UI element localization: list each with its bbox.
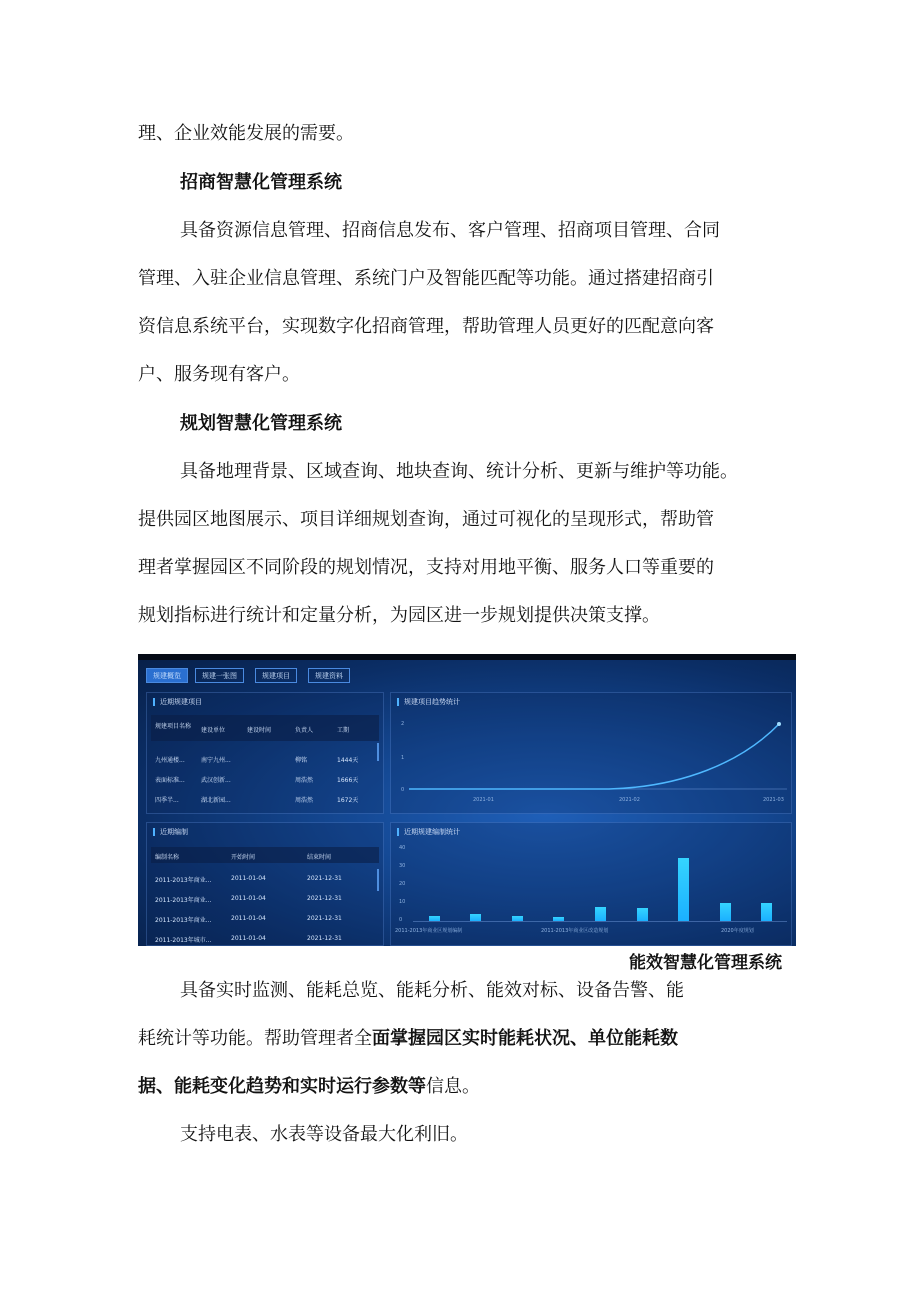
y-tick-label: 10 [399,899,406,905]
table-cell: 2021-12-31 [307,875,342,882]
table-cell: 2021-12-31 [307,935,342,942]
table-cell: 1666天 [337,777,359,784]
text-line: 户、服务现有客户。 [138,364,300,385]
panel-bar-chart [390,822,792,946]
text-normal: 信息。 [426,1076,480,1097]
text-line: 管理、入驻企业信息管理、系统门户及智能匹配等功能。通过搭建招商引 [138,268,714,289]
table-cell: 2011-01-04 [231,935,266,942]
scrollbar[interactable] [377,743,379,761]
y-tick-label: 20 [399,881,406,887]
panel-recent-projects [146,692,384,814]
table-cell: 2011-2013年商业... [155,897,212,904]
table-header-cell: 开始时间 [231,854,256,861]
x-tick-label: 2011-2013年商业区改造规划 [541,928,609,934]
text-line: 提供园区地图展示、项目详细规划查询，通过可视化的呈现形式，帮助管 [138,509,714,530]
projects-table [155,693,383,813]
table-cell: 武汉创新... [201,777,231,784]
table-cell: 周浩然 [295,797,314,804]
trend-series-line [409,724,779,789]
table-cell: 2011-01-04 [231,895,266,902]
table-header-cell: 工期 [337,727,350,734]
bar-6 [637,908,648,921]
x-tick-label: 2021-02 [619,797,640,803]
screenshot-topbar [138,654,796,660]
text-line [138,1026,788,1052]
table-cell: 柳铭 [295,757,308,764]
table-cell: 2011-01-04 [231,875,266,882]
section-heading-investment: 招商智慧化管理系统 [180,172,342,193]
table-header-cell: 建设时间 [247,727,272,734]
bar-7 [678,858,689,921]
panel-title: 近期规建编制统计 [397,828,460,836]
bar-9 [761,903,772,921]
table-cell: 四季半... [155,797,179,804]
bar-plot-area [413,849,787,922]
text-line: 理、企业效能发展的需要。 [138,123,354,144]
table-cell: 2011-01-04 [231,915,266,922]
section-heading-planning: 规划智慧化管理系统 [180,413,342,434]
x-tick-label: 2021-01 [473,797,494,803]
bar-2 [470,914,481,921]
bar-8 [720,903,731,921]
y-tick-label: 1 [401,755,405,761]
bar-5 [595,907,606,921]
text-line: 资信息系统平台，实现数字化招商管理，帮助管理人员更好的匹配意向客 [138,316,714,337]
text-line: 具备地理背景、区域查询、地块查询、统计分析、更新与维护等功能。 [180,461,738,482]
y-tick-label: 2 [401,721,405,727]
tab-projects[interactable]: 规建项目 [255,668,297,683]
x-tick-label: 2011-2013年商业区规划编制 [395,928,463,934]
table-cell: 周浩然 [295,777,314,784]
tab-map[interactable]: 规建一张图 [195,668,244,683]
table-header-cell: 编制名称 [155,854,180,861]
trend-point [777,722,781,726]
scrollbar[interactable] [377,869,379,891]
text-line: 理者掌握园区不同阶段的规划情况，支持对用地平衡、服务人口等重要的 [138,557,714,578]
panel-recent-plans [146,822,384,946]
table-cell: 南宁九州... [201,757,231,764]
text-emphasis: 据、能耗变化趋势和实时运行参数等 [138,1076,426,1097]
panel-title: 规建项目趋势统计 [397,698,460,706]
table-header-cell: 结束时间 [307,854,332,861]
text-normal: 耗统计等功能。帮助管理者全 [138,1028,372,1049]
table-cell: 1672天 [337,797,359,804]
table-cell: 湖北新园... [201,797,231,804]
trend-line-chart [391,693,793,815]
bar-4 [553,917,564,921]
x-tick-label: 2021-03 [763,797,784,803]
table-header-cell: 建设单位 [201,727,226,734]
text-line: 规划指标进行统计和定量分析，为园区进一步规划提供决策支撑。 [138,605,660,626]
y-tick-label: 30 [399,863,406,869]
bar-3 [512,916,523,921]
plans-table [155,823,383,945]
table-cell: 2011-2013年商业... [155,917,212,924]
table-cell: 2011-2013年商业... [155,877,212,884]
text-line [138,1074,788,1100]
y-tick-label: 0 [399,917,403,923]
figure-caption: 能效智慧化管理系统 [629,953,782,973]
table-cell: 2021-12-31 [307,895,342,902]
tab-docs[interactable]: 规建资料 [308,668,350,683]
panel-trend-chart [390,692,792,814]
y-tick-label: 0 [401,787,405,793]
x-tick-label: 2020年度规划 [721,928,754,934]
table-cell: 九州通楼... [155,757,185,764]
bar-1 [429,916,440,921]
panel-title: 近期规建项目 [153,698,202,706]
dashboard-screenshot [138,654,796,946]
table-cell: 表面标准... [155,777,185,784]
tab-overview[interactable]: 规建概览 [146,668,188,683]
text-line: 具备实时监测、能耗总览、能耗分析、能效对标、设备告警、能 [180,980,684,1001]
table-header-cell: 负责人 [295,727,314,734]
table-header-cell: 规建项目名称 [155,723,192,730]
text-line: 支持电表、水表等设备最大化利旧。 [180,1124,468,1145]
table-cell: 2011-2013年城市... [155,937,212,944]
panel-title: 近期编制 [153,828,188,836]
table-cell: 2021-12-31 [307,915,342,922]
table-cell: 1444天 [337,757,359,764]
text-emphasis: 面掌握园区实时能耗状况、单位能耗数 [372,1028,678,1049]
text-line: 具备资源信息管理、招商信息发布、客户管理、招商项目管理、合同 [180,220,720,241]
y-tick-label: 40 [399,845,406,851]
